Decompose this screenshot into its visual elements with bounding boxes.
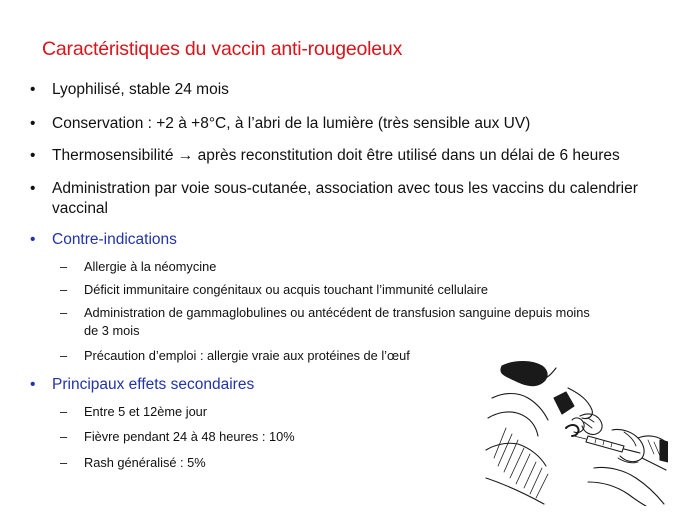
bullet-marker: • [30, 81, 36, 98]
collar-shadow [554, 392, 574, 414]
contre-sub-gammaglobulines-line2: de 3 mois [84, 322, 140, 338]
bullet-text-thermo: Thermosensibilité → après reconstitution doit être utilisé dans un délai de 6 heures [52, 147, 620, 164]
effets-secondaires-heading: Principaux effets secondaires [52, 376, 255, 393]
patient-arm [594, 467, 664, 504]
dash-marker: – [60, 259, 68, 274]
dash-marker: – [60, 455, 68, 470]
bullet-text-storage: Lyophilisé, stable 24 mois [52, 81, 229, 98]
effets-sub-fievre: Fièvre pendant 24 à 48 heures : 10% [84, 429, 295, 444]
contre-sub-gammaglobulines-line1: Administration de gammaglobulines ou antécédent de transfusion sanguine depuis moins [84, 305, 590, 320]
contre-sub-precaution: Précaution d’emploi : allergie vraie aux protéines de l’œuf [84, 348, 410, 363]
effets-sub-rash: Rash généralisé : 5% [84, 455, 206, 470]
slide-title: Caractéristiques du vaccin anti-rougeoleux [42, 38, 403, 60]
cuff-dark [660, 440, 668, 462]
contre-sub-deficit: Déficit immunitaire congénitaux ou acquis touchant l’immunité cellulaire [84, 282, 489, 297]
syringe-plunger [624, 449, 640, 453]
bullet-marker: • [30, 180, 36, 197]
right-hand-fingers [618, 432, 638, 463]
contre-sub-neomycine: Allergie à la néomycine [84, 259, 217, 274]
bullet-marker: • [30, 231, 36, 248]
cloth-fold [494, 428, 530, 484]
syringe-needle [574, 436, 586, 439]
bullet-marker: • [30, 115, 36, 132]
bullet-text-administration-line1: Administration par voie sous-cutanée, association avec tous les vaccins du calendrier [52, 180, 638, 197]
dash-marker: – [60, 348, 68, 363]
contre-indications-heading: Contre-indications [52, 231, 177, 248]
dash-marker: – [60, 305, 68, 320]
bullet-text-conservation: Conservation : +2 à +8°C, à l’abri de la lumière (très sensible aux UV) [52, 115, 531, 132]
injection-illustration [484, 358, 668, 506]
effets-sub-jour: Entre 5 et 12ème jour [84, 404, 208, 419]
dash-marker: – [60, 282, 68, 297]
bullet-text-administration [52, 179, 660, 219]
hair-shape [501, 362, 547, 386]
contre-sub-gammaglobulines [84, 304, 650, 339]
left-hand [580, 414, 602, 435]
syringe-barrel [586, 436, 624, 452]
arm-upper [488, 412, 538, 436]
dash-marker: – [60, 429, 68, 444]
patient-arm-under [588, 482, 646, 506]
bullet-marker: • [30, 147, 36, 164]
wrist-band [566, 425, 579, 436]
left-hand-fingers [584, 418, 594, 428]
cloth-fold [524, 462, 548, 498]
dash-marker: – [60, 404, 68, 419]
bullet-marker: • [30, 376, 36, 393]
bullet-text-administration-line2: vaccinal [52, 200, 108, 217]
shoulder-line [492, 394, 548, 421]
right-hand [612, 429, 644, 461]
